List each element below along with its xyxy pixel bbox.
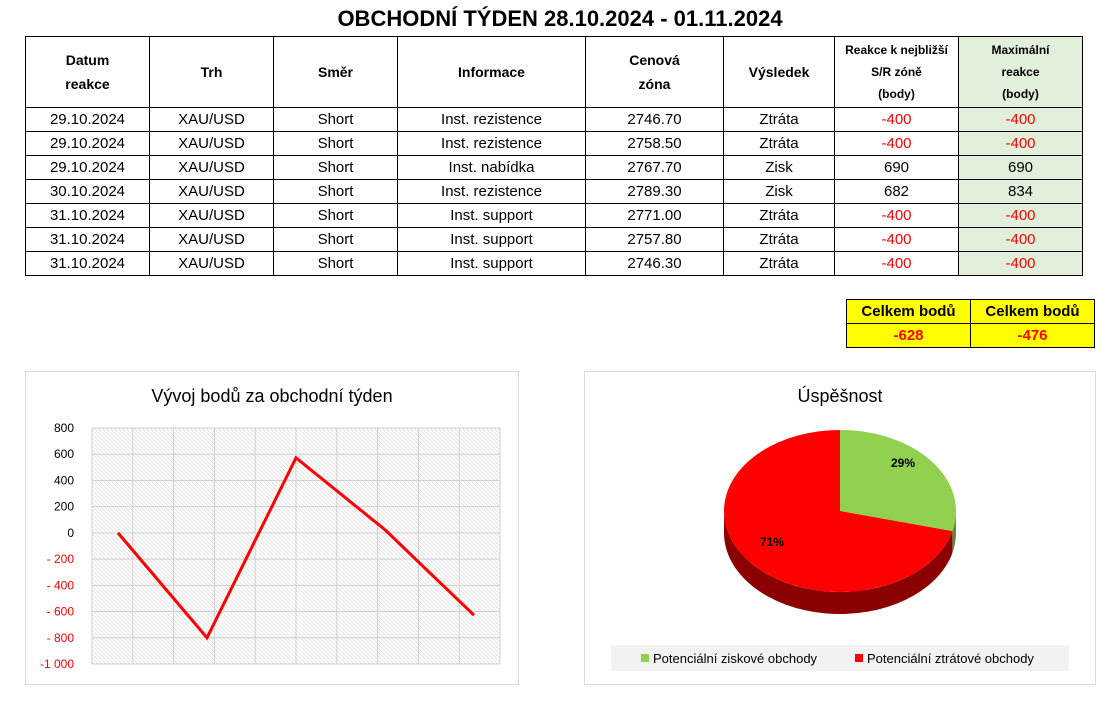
- pie-data-label: 71%: [760, 535, 785, 549]
- table-cell: -400: [835, 228, 959, 252]
- table-cell: XAU/USD: [150, 252, 274, 276]
- table-cell: -400: [959, 132, 1083, 156]
- table-cell: XAU/USD: [150, 132, 274, 156]
- table-cell: Inst. rezistence: [398, 180, 586, 204]
- table-cell: 2746.30: [586, 252, 724, 276]
- table-cell: Zisk: [724, 180, 835, 204]
- table-cell: 31.10.2024: [26, 228, 150, 252]
- page-title: OBCHODNÍ TÝDEN 28.10.2024 - 01.11.2024: [337, 6, 783, 31]
- table-cell: 31.10.2024: [26, 252, 150, 276]
- table-cell: Ztráta: [724, 204, 835, 228]
- table-row: [26, 132, 1083, 156]
- table-cell: 2789.30: [586, 180, 724, 204]
- y-tick-label: - 600: [46, 604, 74, 619]
- table-cell: 29.10.2024: [26, 108, 150, 132]
- summary-table: [846, 299, 1095, 348]
- legend-entry: Potenciální ziskové obchody: [653, 651, 818, 666]
- table-cell: Short: [274, 108, 398, 132]
- y-tick-label: 800: [53, 421, 74, 435]
- table-row: [26, 156, 1083, 180]
- table-row: [26, 252, 1083, 276]
- header-trh: Trh: [150, 37, 274, 108]
- table-cell: Short: [274, 204, 398, 228]
- table-cell: 29.10.2024: [26, 132, 150, 156]
- table-row: [26, 204, 1083, 228]
- table-cell: XAU/USD: [150, 204, 274, 228]
- table-cell: Short: [274, 252, 398, 276]
- header-datum: Datum reakce: [26, 37, 150, 108]
- table-cell: Short: [274, 156, 398, 180]
- line-chart-title: Vývoj bodů za obchodní týden: [151, 386, 393, 406]
- header-reakce: Reakce k nejbližší S/R zóně (body): [835, 37, 959, 108]
- legend-swatch: [641, 654, 649, 662]
- header-cenova-zona: Cenová zóna: [586, 37, 724, 108]
- table-cell: 30.10.2024: [26, 180, 150, 204]
- header-informace: Informace: [398, 37, 586, 108]
- table-cell: Inst. support: [398, 204, 586, 228]
- summary-value-2: -476: [971, 324, 1095, 348]
- table-cell: -400: [835, 252, 959, 276]
- table-cell: -400: [835, 204, 959, 228]
- header-smer: Směr: [274, 37, 398, 108]
- table-cell: XAU/USD: [150, 108, 274, 132]
- table-cell: 31.10.2024: [26, 204, 150, 228]
- table-cell: XAU/USD: [150, 228, 274, 252]
- trades-table: [25, 36, 1083, 276]
- legend-entry: Potenciální ztrátové obchody: [867, 651, 1034, 666]
- pie-data-label: 29%: [891, 456, 916, 470]
- table-cell: 2757.80: [586, 228, 724, 252]
- y-tick-label: 600: [53, 447, 74, 462]
- table-cell: Inst. nabídka: [398, 156, 586, 180]
- table-cell: 690: [959, 156, 1083, 180]
- y-tick-label: -1 000: [39, 657, 74, 671]
- table-cell: Ztráta: [724, 252, 835, 276]
- pie-chart-title: Úspěšnost: [797, 386, 883, 406]
- table-cell: XAU/USD: [150, 156, 274, 180]
- table-cell: 690: [835, 156, 959, 180]
- table-cell: 834: [959, 180, 1083, 204]
- table-cell: -400: [835, 108, 959, 132]
- header-vysledek: Výsledek: [724, 37, 835, 108]
- y-tick-label: - 200: [46, 552, 74, 567]
- table-cell: 2758.50: [586, 132, 724, 156]
- table-row: [26, 108, 1083, 132]
- table-cell: Short: [274, 132, 398, 156]
- table-cell: -400: [959, 252, 1083, 276]
- y-tick-label: 0: [67, 525, 74, 540]
- y-tick-label: 200: [53, 499, 74, 514]
- table-header-row: [26, 37, 1083, 108]
- header-max-reakce: Maximální reakce (body): [959, 37, 1083, 108]
- table-cell: Ztráta: [724, 228, 835, 252]
- summary-value-1: -628: [847, 324, 971, 348]
- pie-chart-svg: [585, 372, 1095, 684]
- table-cell: 2771.00: [586, 204, 724, 228]
- table-cell: 2746.70: [586, 108, 724, 132]
- line-chart-svg: [26, 372, 518, 684]
- table-cell: Zisk: [724, 156, 835, 180]
- table-cell: Inst. support: [398, 228, 586, 252]
- table-cell: 682: [835, 180, 959, 204]
- table-cell: Ztráta: [724, 132, 835, 156]
- table-row: [26, 180, 1083, 204]
- table-cell: -400: [959, 108, 1083, 132]
- summary-label-2: Celkem bodů: [971, 300, 1095, 324]
- table-cell: Short: [274, 180, 398, 204]
- table-cell: -400: [959, 228, 1083, 252]
- table-cell: Inst. support: [398, 252, 586, 276]
- table-cell: 2767.70: [586, 156, 724, 180]
- table-cell: 29.10.2024: [26, 156, 150, 180]
- legend-swatch: [855, 654, 863, 662]
- y-tick-label: 400: [53, 473, 74, 488]
- table-cell: Short: [274, 228, 398, 252]
- summary-label-1: Celkem bodů: [847, 300, 971, 324]
- y-tick-label: - 800: [46, 630, 74, 645]
- pie-chart: [584, 371, 1096, 685]
- table-cell: Inst. rezistence: [398, 132, 586, 156]
- line-chart: [25, 371, 519, 685]
- table-row: [26, 228, 1083, 252]
- table-cell: -400: [959, 204, 1083, 228]
- y-tick-label: - 400: [46, 578, 74, 593]
- table-cell: Inst. rezistence: [398, 108, 586, 132]
- table-cell: -400: [835, 132, 959, 156]
- table-cell: XAU/USD: [150, 180, 274, 204]
- table-cell: Ztráta: [724, 108, 835, 132]
